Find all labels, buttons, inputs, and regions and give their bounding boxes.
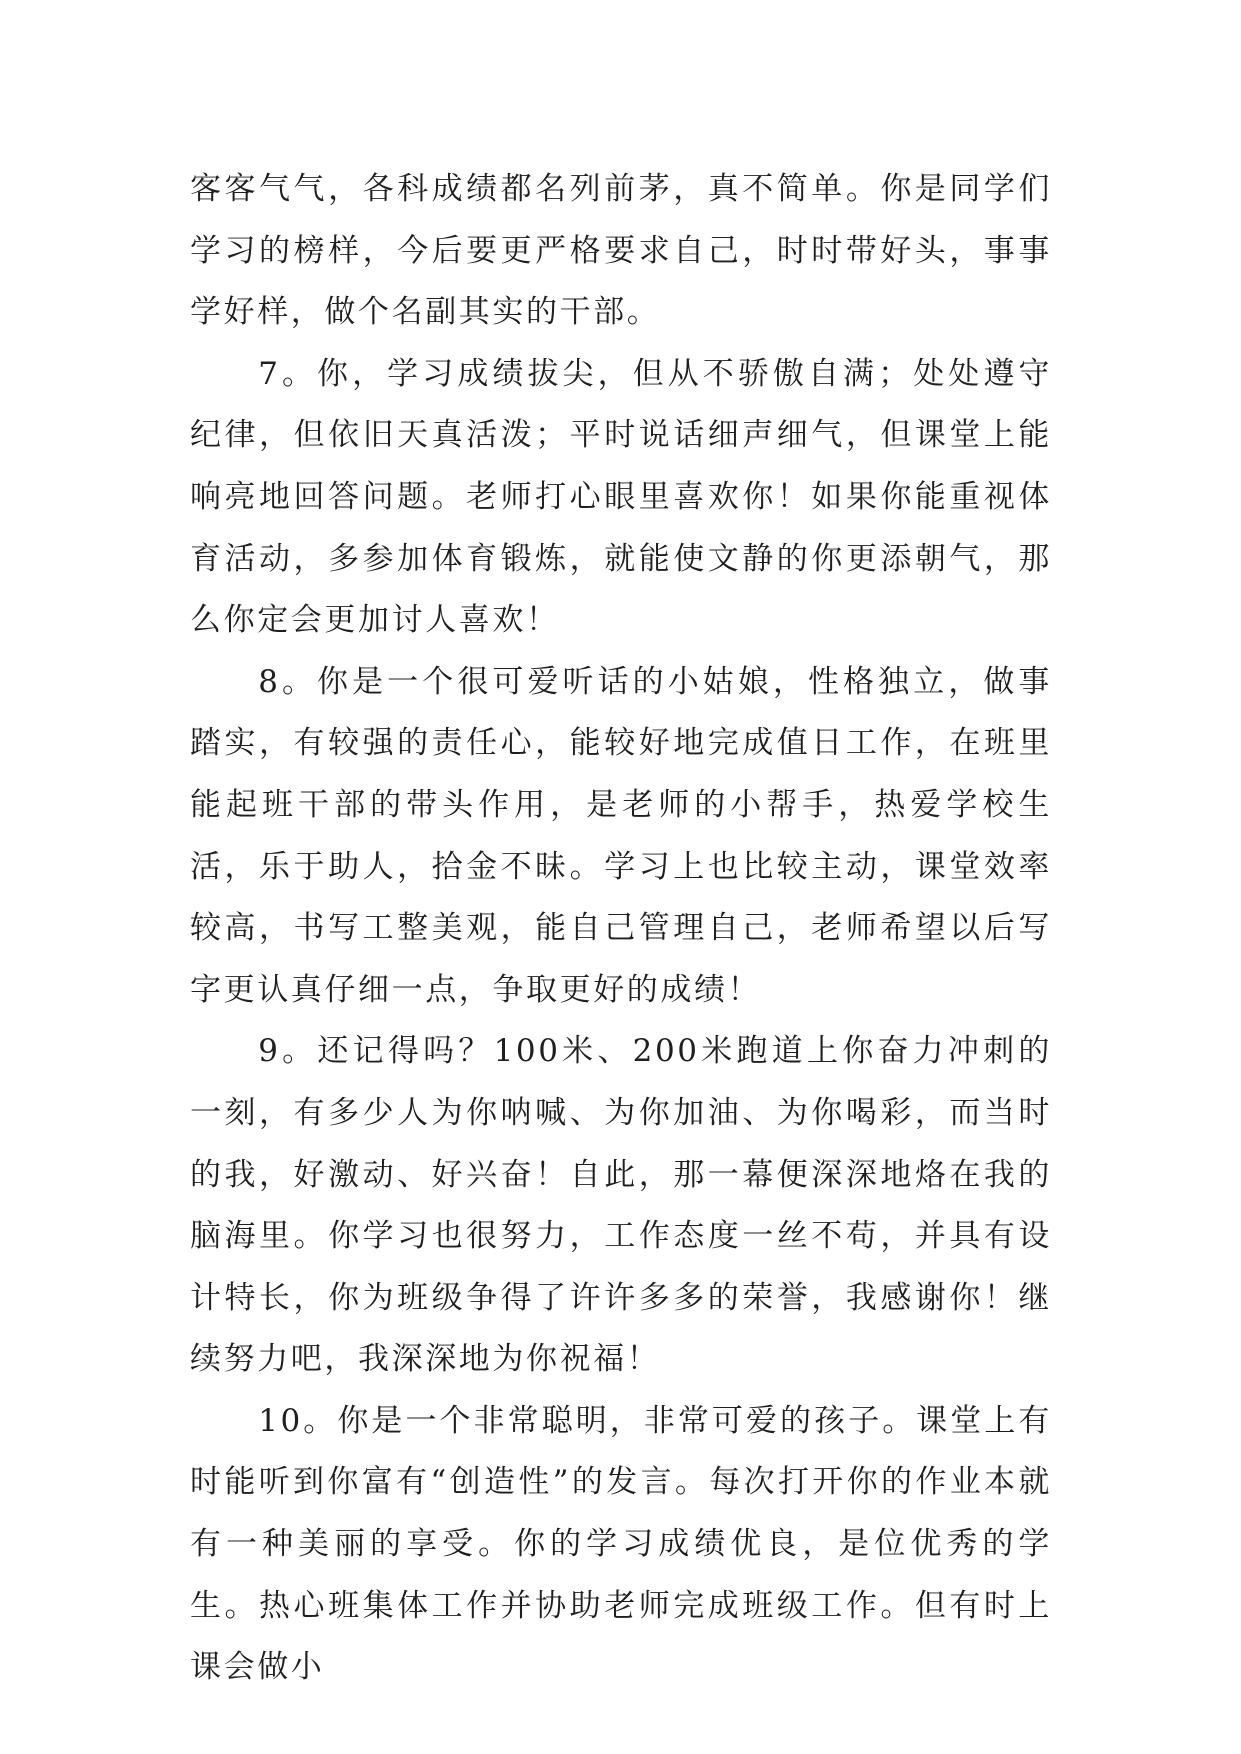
- paragraph-comment-10: 10。你是一个非常聪明，非常可爱的孩子。课堂上有时能听到你富有“创造性”的发言。每次打开你的作业本就有一种美丽的享受。你的学习成绩优良，是位优秀的学生。热心班集体工作并协助老师完成班级工作。但有时上课会做小: [190, 1402, 1052, 1686]
- paragraph-comment-7: 7。你，学习成绩拔尖，但从不骄傲自满；处处遵守纪律，但依旧天真活泼；平时说话细声细气，但课堂上能响亮地回答问题。老师打心眼里喜欢你！如果你能重视体育活动，多参加体育锻炼，就能使文静的你更添朝气，那么你定会更加讨人喜欢！: [190, 355, 1052, 639]
- document-body: [190, 159, 1052, 1699]
- paragraph-continuation: 客客气气，各科成绩都名列前茅，真不简单。你是同学们学习的榜样，今后要更严格要求自己，时时带好头，事事学好样，做个名副其实的干部。: [190, 171, 1052, 331]
- paragraph-comment-9: 9。还记得吗？100米、200米跑道上你奋力冲刺的一刻，有多少人为你呐喊、为你加油、为你喝彩，而当时的我，好激动、好兴奋！自此，那一幕便深深地烙在我的脑海里。你学习也很努力，工作态度一丝不苟，并具有设计特长，你为班级争得了许许多多的荣誉，我感谢你！继续努力吧，我深深地为你祝福！: [190, 1033, 1052, 1378]
- paragraph-comment-8: 8。你是一个很可爱听话的小姑娘，性格独立，做事踏实，有较强的责任心，能较好地完成值日工作，在班里能起班干部的带头作用，是老师的小帮手，热爱学校生活，乐于助人，拾金不昧。学习上也比较主动，课堂效率较高，书写工整美观，能自己管理自己，老师希望以后写字更认真仔细一点，争取更好的成绩！: [190, 663, 1052, 1008]
